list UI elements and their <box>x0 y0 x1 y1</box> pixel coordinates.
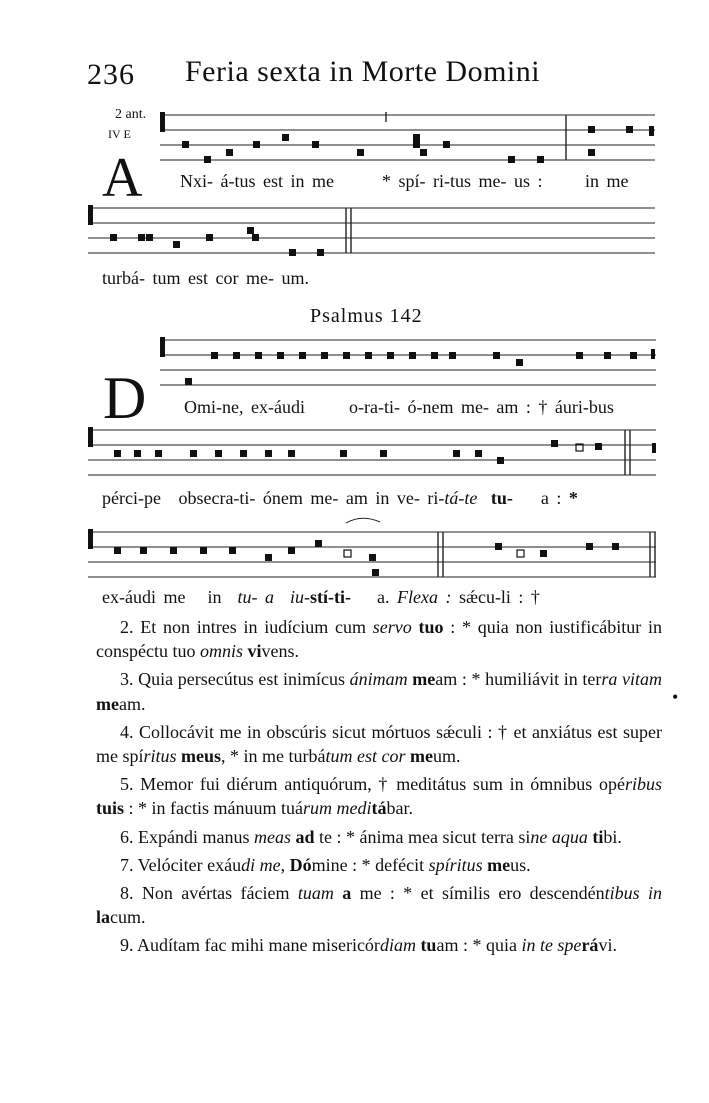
verse-text: vi. <box>598 935 617 956</box>
verse <box>96 615 662 663</box>
page-number: 236 <box>87 58 135 91</box>
verse-text: tu <box>420 935 437 956</box>
verse-text: rá <box>581 935 599 956</box>
staff-lines-psalm-2 <box>88 430 656 475</box>
verse-text: la <box>96 907 111 928</box>
antiphon-lyric-line-2: turbá- tum est cor me- um. <box>102 268 309 288</box>
verse-text: 7. Velóciter exáu <box>120 854 242 875</box>
antiphon-lyric-line-1a: Nxi- á-tus est in me <box>180 171 334 191</box>
psalm-verses <box>96 615 662 958</box>
psalm-lyric-line-2 <box>102 488 578 509</box>
psalm-lyric-2a: pérci-pe <box>102 488 161 508</box>
verse-text: ra vitam <box>601 669 662 690</box>
margin-dot: • <box>672 687 679 707</box>
antiphon-label: 2 ant. <box>115 107 147 122</box>
staff-lines-psalm-1 <box>160 340 656 385</box>
verse-text: tibus in <box>604 883 663 904</box>
verse-text: tuam <box>297 883 334 904</box>
verse <box>96 933 662 957</box>
verse-text: um. <box>432 746 461 767</box>
psalm-lyric-2d: tu- <box>490 488 513 508</box>
neumes-psalm-1 <box>185 349 655 385</box>
verse-text: mine : * defécit <box>311 854 429 875</box>
verse-text: bi. <box>603 826 622 847</box>
verse-text: 5. Memor fui diérum antiquórum, † meditátus sum in ómnibus opé <box>120 774 625 795</box>
verse-text: , <box>280 854 290 875</box>
verse-text: di me <box>241 854 281 875</box>
verse-text: te : * ánima mea sicut terra si <box>314 826 531 847</box>
verse-text: bar. <box>386 798 413 819</box>
verse-text: me : * et símilis ero descendén <box>351 883 605 904</box>
psalm-initial-letter: D <box>103 365 147 431</box>
verse-text: ti <box>592 826 604 847</box>
verse-text: , * in me turbá <box>221 746 326 767</box>
psalm-lyric-2c: tá-te <box>444 488 478 508</box>
psalm-lyric-line-3 <box>102 587 540 608</box>
verse-text: servo <box>372 617 412 637</box>
psalm-lyric-3h: sǽcu-li : † <box>458 587 540 607</box>
verse <box>96 667 662 715</box>
antiphon-mode: IV E <box>108 127 131 141</box>
verse <box>96 772 662 820</box>
verse-text: tuis <box>96 798 125 819</box>
antiphon-lyric-line-1b: * spí- ri-tus me- us : <box>382 171 543 191</box>
neumes-psalm-3 <box>114 540 619 576</box>
verse <box>96 853 662 877</box>
psalm-lyric-2b: obsecra-ti- ónem me- am in ve- ri- <box>178 488 445 508</box>
psalm-lyric-3c: tu- a <box>237 587 274 607</box>
staff-lines-antiphon-1 <box>160 115 655 160</box>
verse-text <box>334 883 342 903</box>
verse-text: tuo <box>418 617 444 637</box>
verse-text: am : * quia <box>436 935 522 956</box>
verse-text: diam <box>379 935 416 956</box>
psalm-lyric-line-1a: Omi-ne, ex-áudi <box>184 397 305 417</box>
verse-text: am : * humiliávit in ter <box>435 669 602 690</box>
verse-text: Dó <box>289 854 312 875</box>
antiphon-initial-letter: A <box>102 147 143 209</box>
verse <box>96 825 662 849</box>
verse-text: ne aqua <box>530 826 588 847</box>
verse-text <box>412 617 419 637</box>
verse-text: 8. Non avértas fáciem <box>120 883 298 904</box>
verse-text: 9. Audítam fac mihi mane misericór <box>120 935 380 956</box>
running-title: Feria sexta in Morte Domini <box>185 55 541 88</box>
verse-text: vens. <box>261 641 300 662</box>
verse-text: meus <box>181 746 222 767</box>
antiphon-lyric-line-1c: in me <box>585 171 629 191</box>
psalm-lyric-3a: ex-áudi me <box>102 587 186 607</box>
psalm-lyric-3e: stí-ti- <box>309 587 351 607</box>
verse-text: vi <box>247 641 262 662</box>
verse-text: 6. Expándi manus <box>120 826 254 847</box>
verse-text: omnis <box>199 641 243 662</box>
verse-text: 4. Collocávit me in obscúris sicut mórtuos sǽculi : † et anxiátus est super me spí <box>96 721 662 767</box>
verse-text: am. <box>118 693 146 714</box>
psalm-lyric-3b: in <box>207 587 222 607</box>
verse-text: us. <box>510 854 531 875</box>
verse-text: me <box>410 746 433 767</box>
verse-text: tá <box>371 798 387 819</box>
verse-text: 3. Quia persecútus est inimícus <box>120 669 350 690</box>
verse-text: me <box>96 693 119 714</box>
verse-text: me <box>487 854 511 875</box>
clef-marks <box>88 112 165 549</box>
verse-text: me <box>412 669 436 690</box>
psalm-lyric-3g: Flexa : <box>396 587 452 607</box>
verse-text: : * in factis mánuum tuá <box>124 798 303 819</box>
psalm-lyric-2e: a : <box>540 488 562 508</box>
psalm-lyric-line-1b: o-ra-ti- ó-nem me- am : † áuri-bus <box>349 397 614 417</box>
psalm-lyric-3d: iu- <box>289 587 310 607</box>
verse-text: rum medi <box>302 798 372 819</box>
neumes-antiphon-2 <box>110 227 324 256</box>
psalm-lyric-2f: * <box>568 488 578 508</box>
verse-text: ribus <box>624 774 662 795</box>
verse-text: ad <box>295 826 315 847</box>
verse-text: ritus <box>143 746 177 767</box>
verse <box>96 881 662 929</box>
verse-text: meas <box>253 826 291 847</box>
verse-text: cum. <box>110 907 146 928</box>
verse-text: spíritus <box>428 854 483 875</box>
verse-text: tum est cor <box>325 746 406 767</box>
psalm-lyric-3f: a. <box>376 587 390 607</box>
verse <box>96 720 662 768</box>
psalm-title: Psalmus 142 <box>310 305 423 327</box>
verse-text: 2. Et non intres in iudícium cum <box>120 617 373 637</box>
verse-text: a <box>342 883 352 904</box>
verse-text: in te spe <box>521 935 582 956</box>
verse-text: : * quia non iustificábitur in conspéctu tuo <box>96 617 662 662</box>
verse-text: ánimam <box>349 669 408 690</box>
